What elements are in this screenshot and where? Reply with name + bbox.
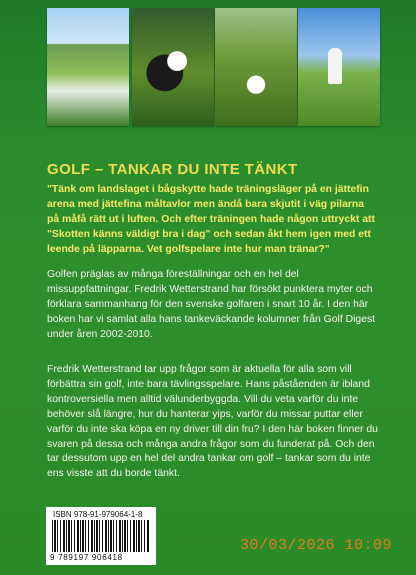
book-title: GOLF – TANKAR DU INTE TÄNKT — [47, 161, 298, 178]
golfer-swing-photo — [298, 8, 380, 126]
description-paragraph-1: Golfen präglas av många föreställningar och en hel del missuppfattningar. Fredrik Wetterstrand har försökt punktera myter och förklara sammanhang för den svenske golfaren i snart 10 år. I den här boken har vi samlat alla hans tankeväckande kolumner från Golf Digest under åren 2002-2010. — [47, 269, 376, 340]
golf-course-photo — [47, 8, 129, 126]
date-time-stamp: 30/03/2026 10:09 — [240, 537, 393, 554]
isbn-label: ISBN 978-91-979064-1-8 — [53, 510, 143, 519]
barcode-bars — [52, 520, 150, 552]
photo-strip — [0, 0, 416, 140]
golf-ball-tee-photo — [215, 8, 297, 126]
isbn-barcode — [46, 507, 156, 565]
golf-shoes-photo — [132, 8, 214, 126]
intro-quote: "Tänk om landslaget i bågskytte hade träningsläger på en jättefin arena med jättefina måltavlor men ändå bara skjutit i väg pilarna på måfå rätt ut i luften. Och efter träningen hade någon uttryckt att "Skotten känns väldigt bra i dag" och sedan åkt hem igen med ett leende på läpparna. Vet golfspelare inte hur man tränar?" — [47, 184, 375, 255]
barcode-digits: 9 789197 906418 — [50, 553, 123, 562]
description-paragraph-2: Fredrik Wetterstrand tar upp frågor som är aktuella för alla som vill förbättra sin golf, inte bara tävlingsspelare. Hans påståenden är ibland kontroversiella men alltid välunderbyggda. Vill du veta varför du inte behöver slå längre, hur du hanterar yips, varför du missar puttar eller varför du inte ska köpa en ny driver till din fru? I den här boken finner du svaren på dessa och många andra frågor som du funderat på. Och den tar dessutom upp en hel del andra tankar om golf – tankar som du inte ens visste att du borde tänkt. — [47, 364, 378, 480]
golfer-figure — [328, 48, 342, 84]
